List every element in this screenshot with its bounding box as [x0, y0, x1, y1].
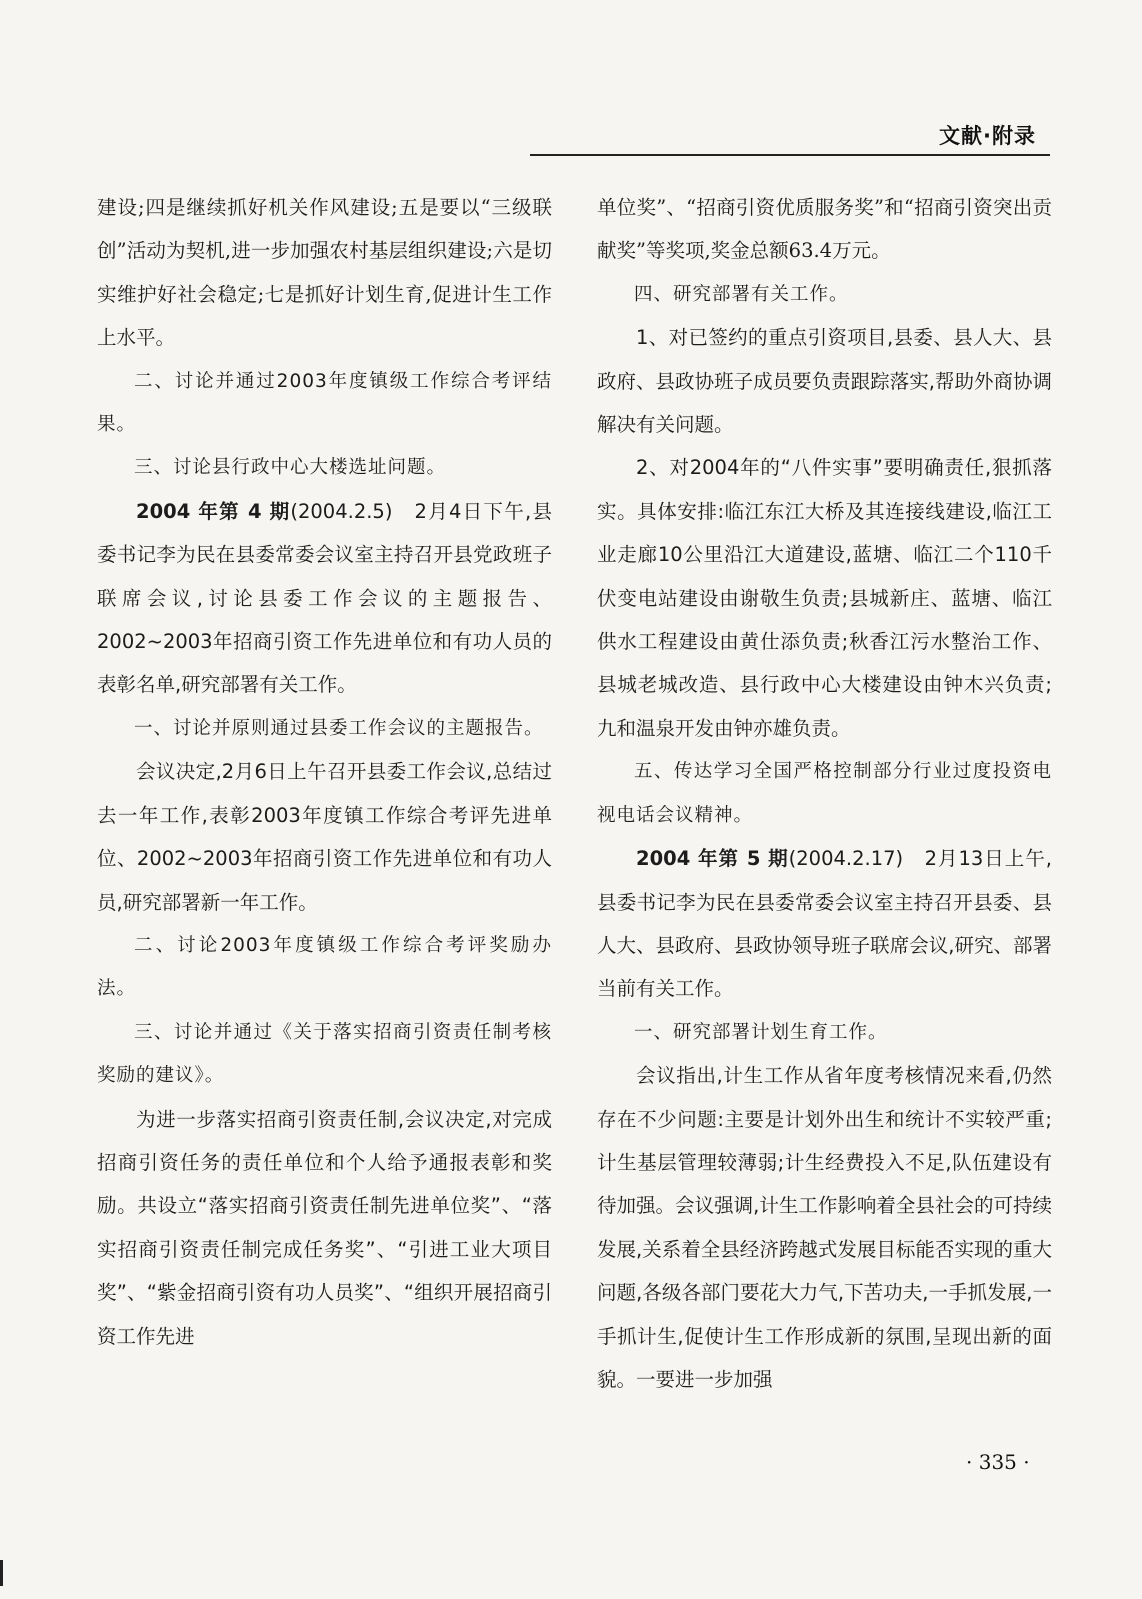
- right-column: [597, 186, 1052, 1401]
- header-rule: [530, 154, 1050, 156]
- agenda-item: 三、讨论县行政中心大楼选址问题。: [134, 457, 447, 479]
- paragraph: 会议决定,2月6日上午召开县委工作会议,总结过去一年工作,表彰2003年度镇工作综合考评先进单位、2002~2003年招商引资工作先进单位和有功人员,研究部署新一年工作。: [97, 760, 552, 914]
- issue-text: (2004.2.17) 2月13日上午,县委书记李为民在县委常委会议室主持召开县委、县人大、县政府、县政协领导班子联席会议,研究、部署当前有关工作。: [597, 847, 1052, 1001]
- agenda-item: 三、讨论并通过《关于落实招商引资责任制考核奖励的建议》。: [97, 1021, 552, 1087]
- agenda-item: 五、传达学习全国严格控制部分行业过度投资电视电话会议精神。: [597, 761, 1052, 826]
- page-number: · 335 ·: [966, 1450, 1030, 1474]
- issue-label: 2004 年第 5 期: [636, 847, 789, 871]
- issue-text: (2004.2.5) 2月4日下午,县委书记李为民在县委常委会议室主持召开县党政班子联席会议,讨论县委工作会议的主题报告、2002~2003年招商引资工作先进单位和有功人员的表彰名单,研究部署有关工作。: [97, 499, 552, 697]
- scan-edge-mark: [0, 1560, 3, 1586]
- paragraph: 会议指出,计生工作从省年度考核情况来看,仍然存在不少问题:主要是计划外出生和统计不实较严重;计生基层管理较薄弱;计生经费投入不足,队伍建设有待加强。会议强调,计生工作影响着全县社会的可持续发展,关系着全县经济跨越式发展目标能否实现的重大问题,各级各部门要花大力气,下苦功夫,一手抓发展,一手抓计生,促使计生工作形成新的氛围,呈现出新的面貌。一要进一步加强: [597, 1064, 1052, 1391]
- paragraph: 为进一步落实招商引资责任制,会议决定,对完成招商引资任务的责任单位和个人给予通报表彰和奖励。共设立“落实招商引资责任制先进单位奖”、“落实招商引资责任制完成任务奖”、“引进工业大项目奖”、“紫金招商引资有功人员奖”、“组织开展招商引资工作先进: [97, 1107, 552, 1348]
- paragraph: 单位奖”、“招商引资优质服务奖”和“招商引资突出贡献奖”等奖项,奖金总额63.4万元。: [597, 196, 1052, 263]
- agenda-item: 一、讨论并原则通过县委工作会议的主题报告。: [134, 717, 544, 739]
- agenda-item: 二、讨论并通过2003年度镇级工作综合考评结果。: [97, 370, 552, 436]
- agenda-item: 二、讨论2003年度镇级工作综合考评奖励办法。: [97, 934, 552, 1000]
- section-title: 文献·附录: [939, 124, 1036, 148]
- paragraph: 建设;四是继续抓好机关作风建设;五是要以“三级联创”活动为契机,进一步加强农村基层组织建设;六是切实维护好社会稳定;七是抓好计划生育,促进计生工作上水平。: [97, 196, 552, 350]
- issue-paragraph: [597, 837, 1052, 1011]
- issue-label: 2004 年第 4 期: [136, 499, 291, 523]
- paragraph: 2、对2004年的“八件实事”要明确责任,狠抓落实。具体安排:临江东江大桥及其连接线建设,临江工业走廊10公里沿江大道建设,蓝塘、临江二个110千伏变电站建设由谢敬生负责;县城新庄、蓝塘、临江供水工程建设由黄仕添负责;秋香江污水整治工作、县城老城改造、县行政中心大楼建设由钟木兴负责;九和温泉开发由钟亦雄负责。: [597, 456, 1052, 740]
- agenda-item: 一、研究部署计划生育工作。: [634, 1021, 888, 1043]
- issue-paragraph: [97, 490, 552, 707]
- agenda-item: 四、研究部署有关工作。: [634, 283, 849, 305]
- left-column: [97, 186, 552, 1358]
- paragraph: 1、对已签约的重点引资项目,县委、县人大、县政府、县政协班子成员要负责跟踪落实,帮助外商协调解决有关问题。: [597, 326, 1052, 437]
- running-header: [530, 118, 1050, 158]
